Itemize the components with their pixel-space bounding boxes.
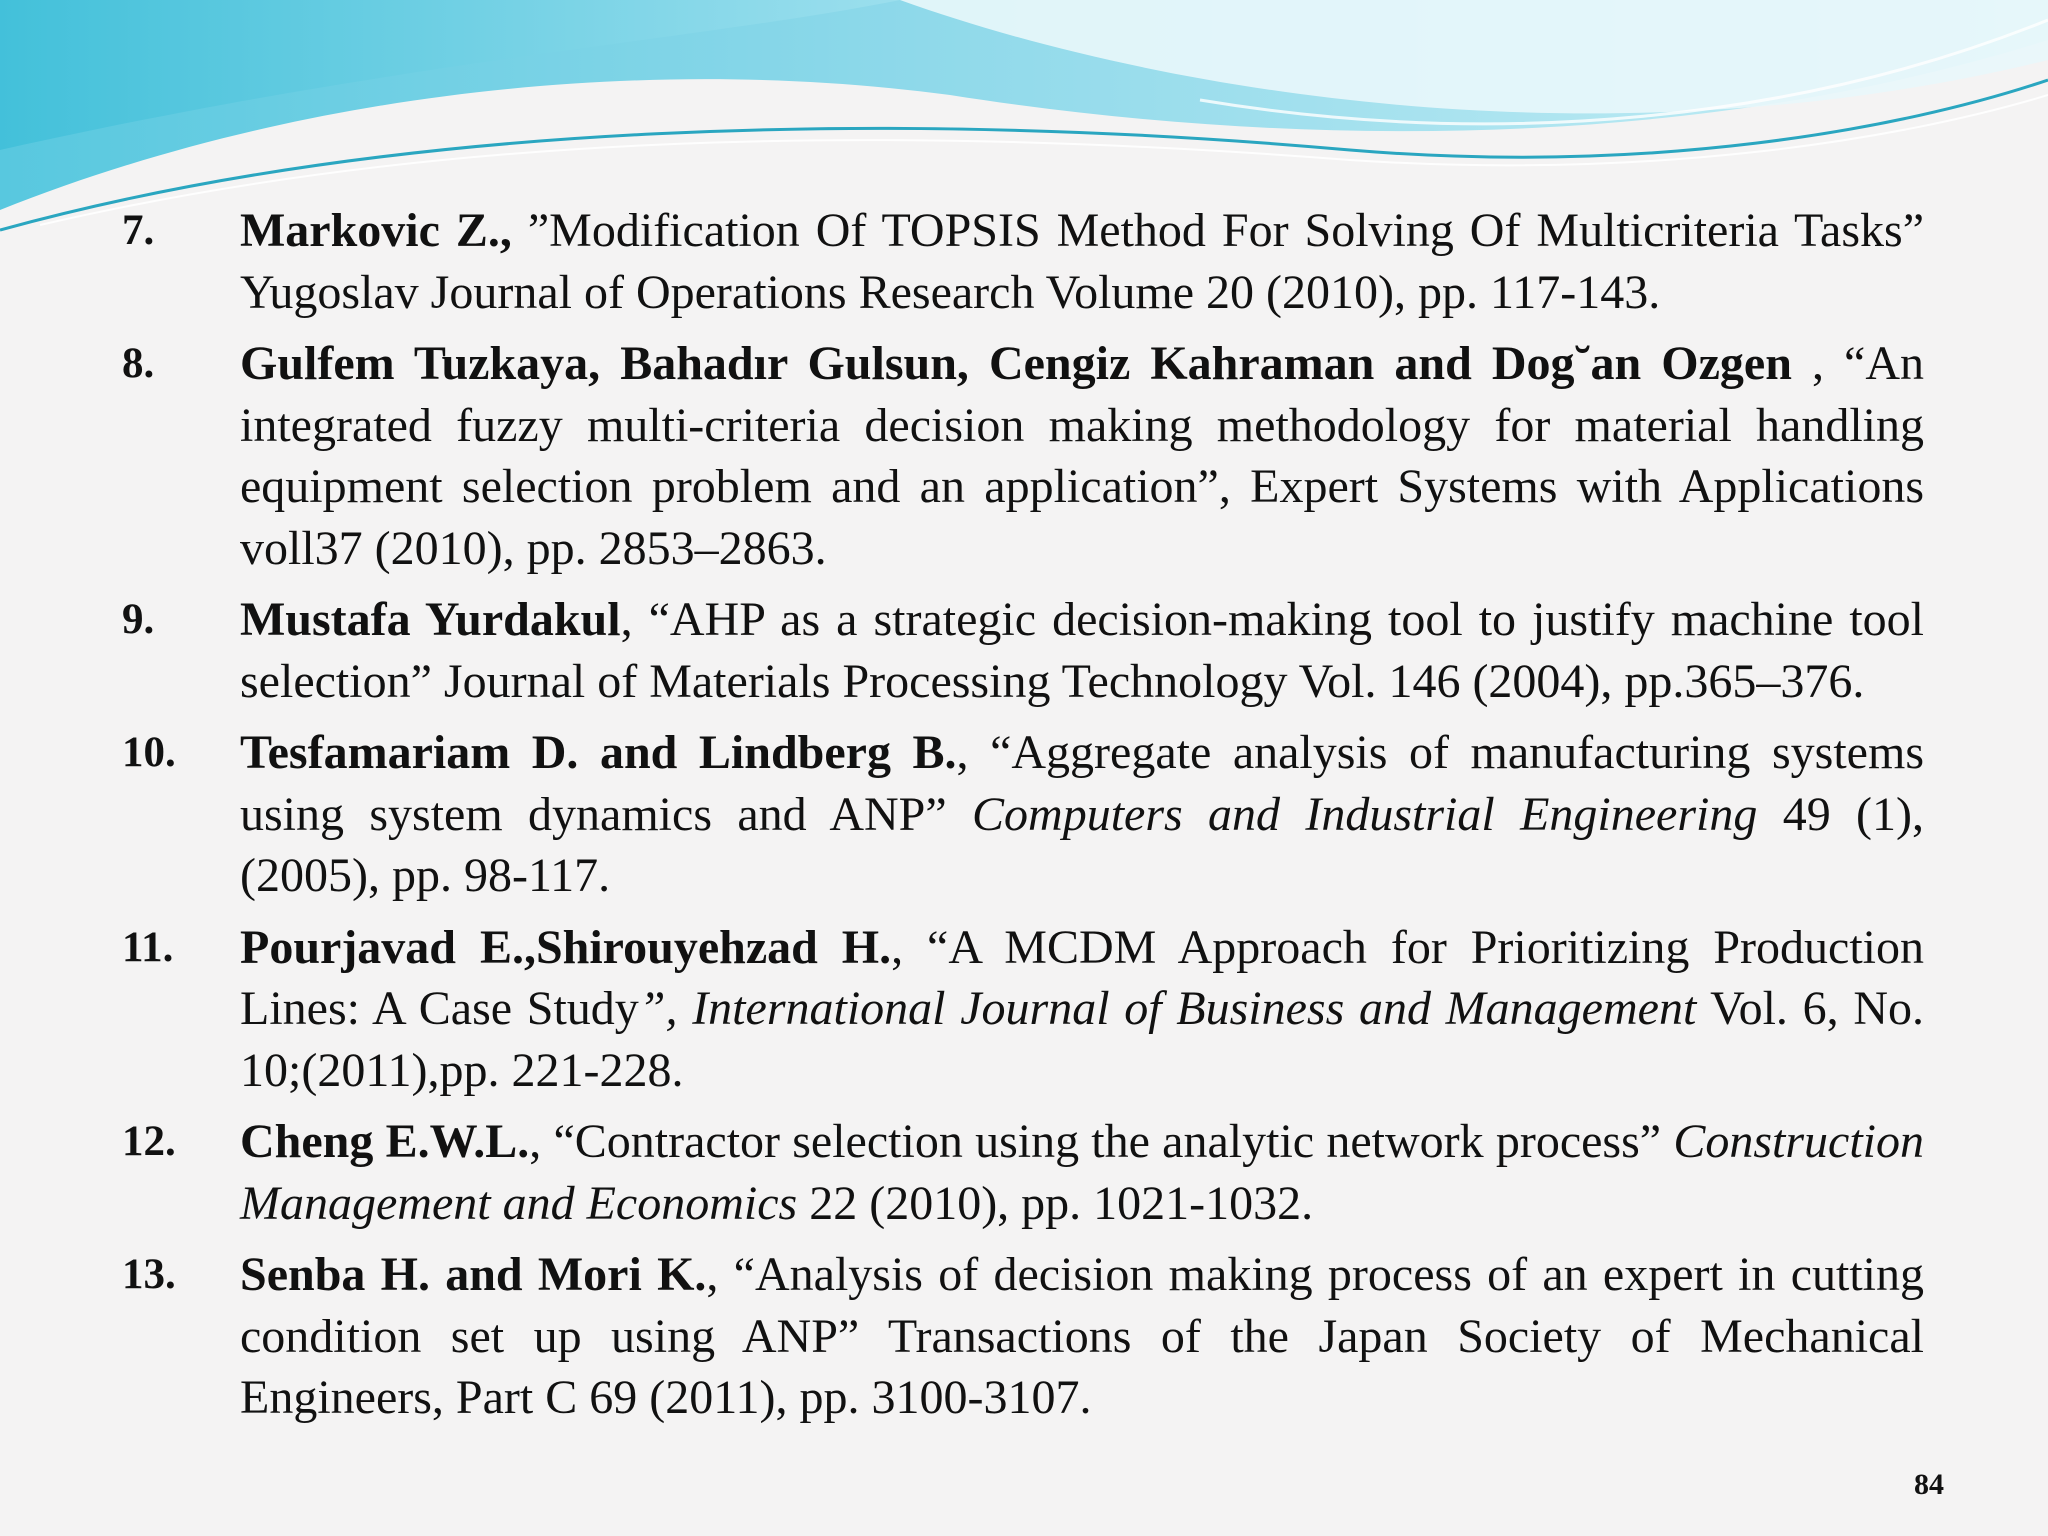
reference-journal: Construction Management and Economics — [240, 1115, 1925, 1230]
reference-text — [240, 589, 1924, 712]
reference-item-10 — [122, 722, 1924, 907]
reference-details: 22 (2010), pp. 1021-1032. — [797, 1176, 1314, 1230]
reference-item-8 — [122, 333, 1924, 579]
reference-authors: Mustafa Yurdakul — [240, 593, 621, 646]
reference-details: 49 (1), (2005), pp. 98-117. — [240, 787, 1925, 902]
reference-title: , “Contractor selection using the analytic network process” — [529, 1115, 1674, 1168]
reference-title: ”Modification Of TOPSIS Method For Solving Of Multicriteria Tasks” Yugoslav Journal of Operations Research Volume 20 (2010), pp. 117-143. — [240, 204, 1924, 319]
reference-title: , “Analysis of decision making process of an expert in cutting condition set up using ANP” Transactions of the Japan Society of Mechanical Engineers, Part C 69 (2011), pp. 3100-3107. — [240, 1248, 1925, 1424]
page-number: 84 — [1914, 1468, 1944, 1501]
reference-number: 7. — [122, 207, 155, 254]
reference-text — [240, 1244, 1924, 1429]
reference-item-12 — [122, 1111, 1924, 1234]
reference-authors: Pourjavad E.,Shirouyehzad H. — [240, 920, 892, 974]
reference-text — [240, 1111, 1924, 1234]
reference-authors: Gulfem Tuzkaya, Bahadır Gulsun, Cengiz Kahraman and Dog˘an Ozgen — [240, 337, 1792, 390]
reference-journal: Computers and Industrial Engineering — [972, 787, 1758, 841]
reference-number: 11. — [122, 923, 174, 971]
reference-text — [240, 722, 1924, 907]
reference-authors: Senba H. and Mori K. — [240, 1248, 707, 1301]
reference-item-9 — [122, 589, 1924, 712]
reference-number: 13. — [122, 1251, 176, 1298]
reference-list — [122, 200, 1924, 1439]
reference-item-11 — [122, 917, 1924, 1102]
reference-number: 8. — [122, 340, 155, 387]
reference-item-13 — [122, 1244, 1924, 1429]
reference-authors: Markovic Z., — [240, 204, 512, 257]
reference-title: , “Aggregate analysis of manufacturing systems using system dynamics and ANP” — [240, 726, 1925, 841]
reference-authors: Cheng E.W.L. — [240, 1115, 530, 1168]
reference-number: 9. — [122, 596, 155, 643]
reference-title: , “AHP as a strategic decision-making tool to justify machine tool selection” Journal of Materials Processing Technology Vol. 146 (2004), pp.365–376. — [240, 593, 1924, 708]
reference-details: Vol. 6, No. 10;(2011),pp. 221-228. — [240, 982, 1924, 1097]
reference-text — [240, 200, 1924, 323]
reference-number: 10. — [122, 729, 176, 776]
reference-text — [240, 917, 1924, 1102]
reference-authors: Tesfamariam D. and Lindberg B. — [240, 726, 957, 779]
reference-text — [240, 333, 1924, 579]
reference-title: , “An integrated fuzzy multi-criteria decision making methodology for material handling equipment selection problem and an application”, Expert Systems with Applications voll37 (2010), pp. 2853–2863. — [240, 337, 1925, 575]
reference-journal: ”, International Journal of Business and Management — [638, 982, 1697, 1035]
reference-item-7 — [122, 200, 1924, 323]
reference-number: 12. — [122, 1118, 176, 1165]
reference-title: , “A MCDM Approach for Prioritizing Production Lines: A Case Study — [240, 920, 1924, 1035]
